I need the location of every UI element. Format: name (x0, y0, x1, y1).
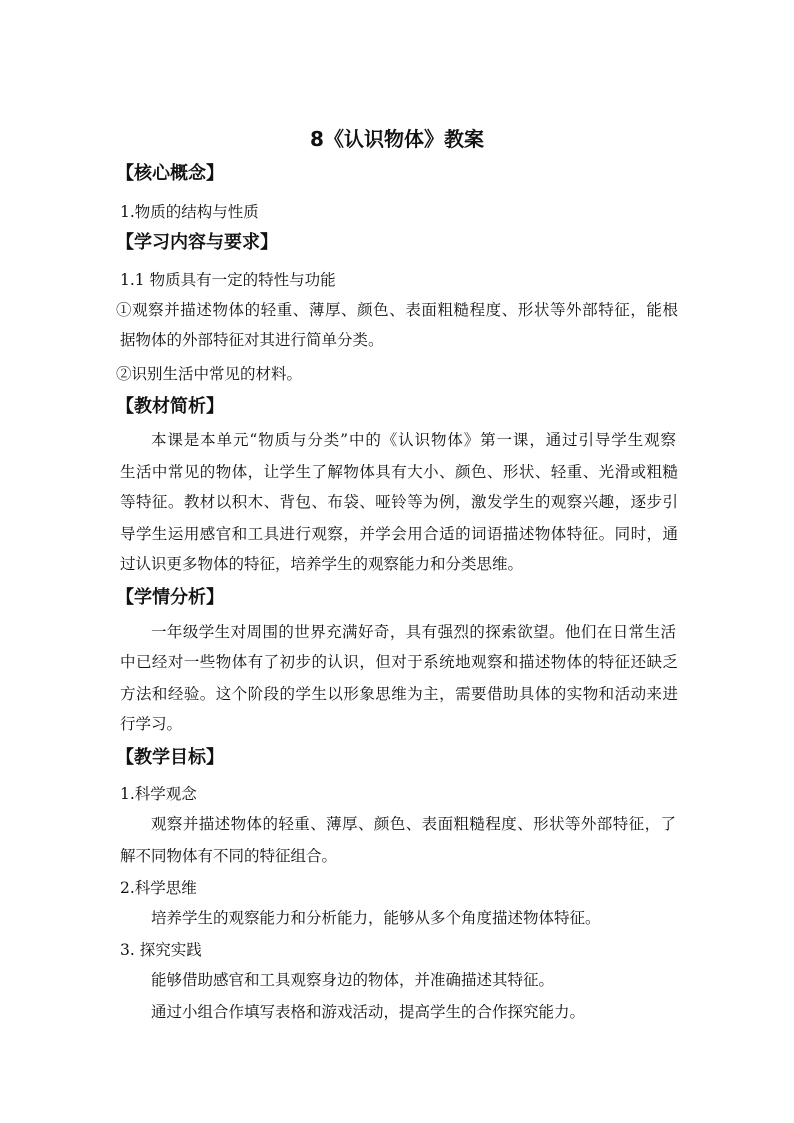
section-heading-learning-requirements: 【学习内容与要求】 (116, 232, 278, 253)
students-line-3: 方法和经验。这个阶段的学生以形象思维为主，需要借助具体的实物和活动来进 (120, 685, 678, 703)
learning-line-1: 1.1 物质具有一定的特性与功能 (120, 271, 336, 289)
section-heading-textbook-analysis: 【教材简析】 (116, 396, 224, 417)
section-heading-core-concept: 【核心概念】 (116, 163, 224, 184)
students-line-4: 行学习。 (120, 715, 183, 733)
learning-line-2: ①观察并描述物体的轻重、薄厚、颜色、表面粗糙程度、形状等外部特征，能根 (116, 301, 678, 319)
goals-subheading-science-concept: 1.科学观念 (120, 785, 197, 803)
textbook-line-3: 等特征。教材以积木、背包、布袋、哑铃等为例，激发学生的观察兴趣，逐步引 (120, 493, 678, 511)
goals-subheading-science-thinking: 2.科学思维 (120, 879, 197, 897)
textbook-line-4: 导学生运用感官和工具进行观察，并学会用合适的词语描述物体特征。同时，通 (120, 525, 678, 543)
goals-practice-line-1: 能够借助感官和工具观察身边的物体，并准确描述其特征。 (151, 971, 555, 989)
section-heading-teaching-goals: 【教学目标】 (116, 747, 224, 768)
textbook-line-2: 生活中常见的物体，让学生了解物体具有大小、颜色、形状、轻重、光滑或粗糙 (120, 463, 678, 481)
section-heading-student-analysis: 【学情分析】 (116, 587, 224, 608)
goals-practice-line-2: 通过小组合作填写表格和游戏活动，提高学生的合作探究能力。 (151, 1003, 586, 1021)
goals-subheading-inquiry-practice: 3. 探究实践 (120, 941, 202, 959)
goals-concept-line-2: 解不同物体有不同的特征组合。 (120, 847, 338, 865)
goals-concept-line-1: 观察并描述物体的轻重、薄厚、颜色、表面粗糙程度、形状等外部特征，了 (151, 815, 676, 833)
students-line-2: 中已经对一些物体有了初步的认识，但对于系统地观察和描述物体的特征还缺乏 (120, 653, 678, 671)
textbook-line-5: 过认识更多物体的特征，培养学生的观察能力和分类思维。 (120, 555, 524, 573)
students-line-1: 一年级学生对周围的世界充满好奇，具有强烈的探索欲望。他们在日常生活 (151, 623, 676, 641)
learning-line-4: ②识别生活中常见的材料。 (116, 365, 303, 383)
textbook-line-1: 本课是本单元“物质与分类”中的《认识物体》第一课，通过引导学生观察 (151, 431, 676, 449)
core-concept-line-1: 1.物质的结构与性质 (120, 203, 259, 221)
goals-thinking-line-1: 培养学生的观察能力和分析能力，能够从多个角度描述物体特征。 (151, 909, 601, 927)
document-title: 8《认识物体》教案 (310, 127, 484, 151)
learning-line-3: 据物体的外部特征对其进行简单分类。 (120, 331, 384, 349)
